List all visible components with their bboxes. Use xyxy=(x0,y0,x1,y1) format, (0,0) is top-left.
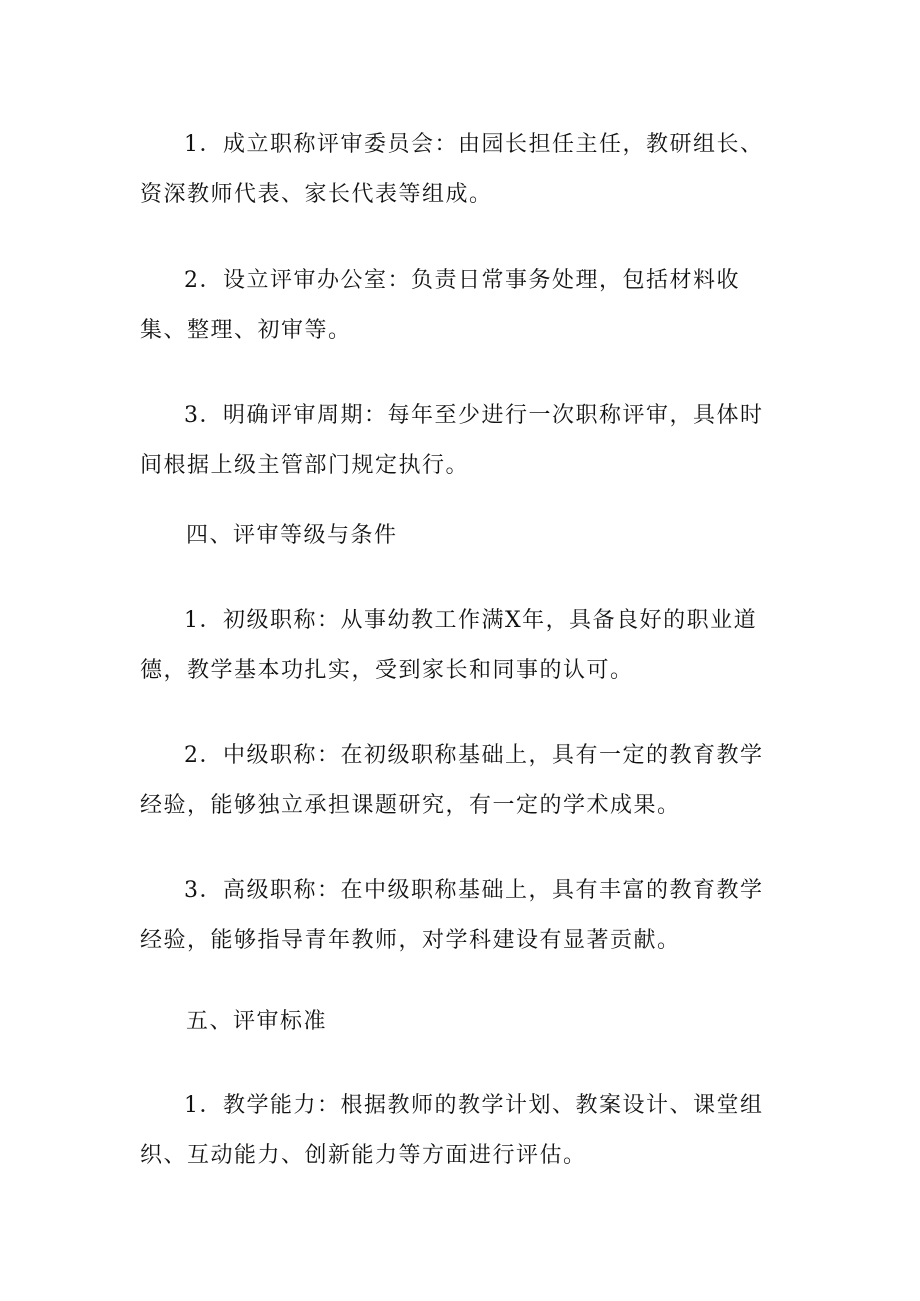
paragraph-cycle: 3．明确评审周期：每年至少进行一次职称评审，具体时间根据上级主管部门规定执行。 xyxy=(140,403,764,478)
paragraph-senior-title: 3．高级职称：在中级职称基础上，具有丰富的教育教学经验，能够指导青年教师，对学科建设有显著贡献。 xyxy=(140,878,764,953)
paragraph-teaching-ability: 1．教学能力：根据教师的教学计划、教案设计、课堂组织、互动能力、创新能力等方面进行评估。 xyxy=(140,1093,764,1168)
paragraph-junior-title: 1．初级职称：从事幼教工作满X年，具备良好的职业道德，教学基本功扎实，受到家长和同事的认可。 xyxy=(140,608,758,683)
paragraph-committee: 1．成立职称评审委员会：由园长担任主任，教研组长、资深教师代表、家长代表等组成。 xyxy=(140,132,764,207)
paragraph-intermediate-title: 2．中级职称：在初级职称基础上，具有一定的教育教学经验，能够独立承担课题研究，有一定的学术成果。 xyxy=(140,743,764,818)
section-heading-standards: 五、评审标准 xyxy=(186,1009,328,1034)
section-heading-levels: 四、评审等级与条件 xyxy=(186,523,398,548)
paragraph-office: 2．设立评审办公室：负责日常事务处理，包括材料收集、整理、初审等。 xyxy=(140,268,740,343)
